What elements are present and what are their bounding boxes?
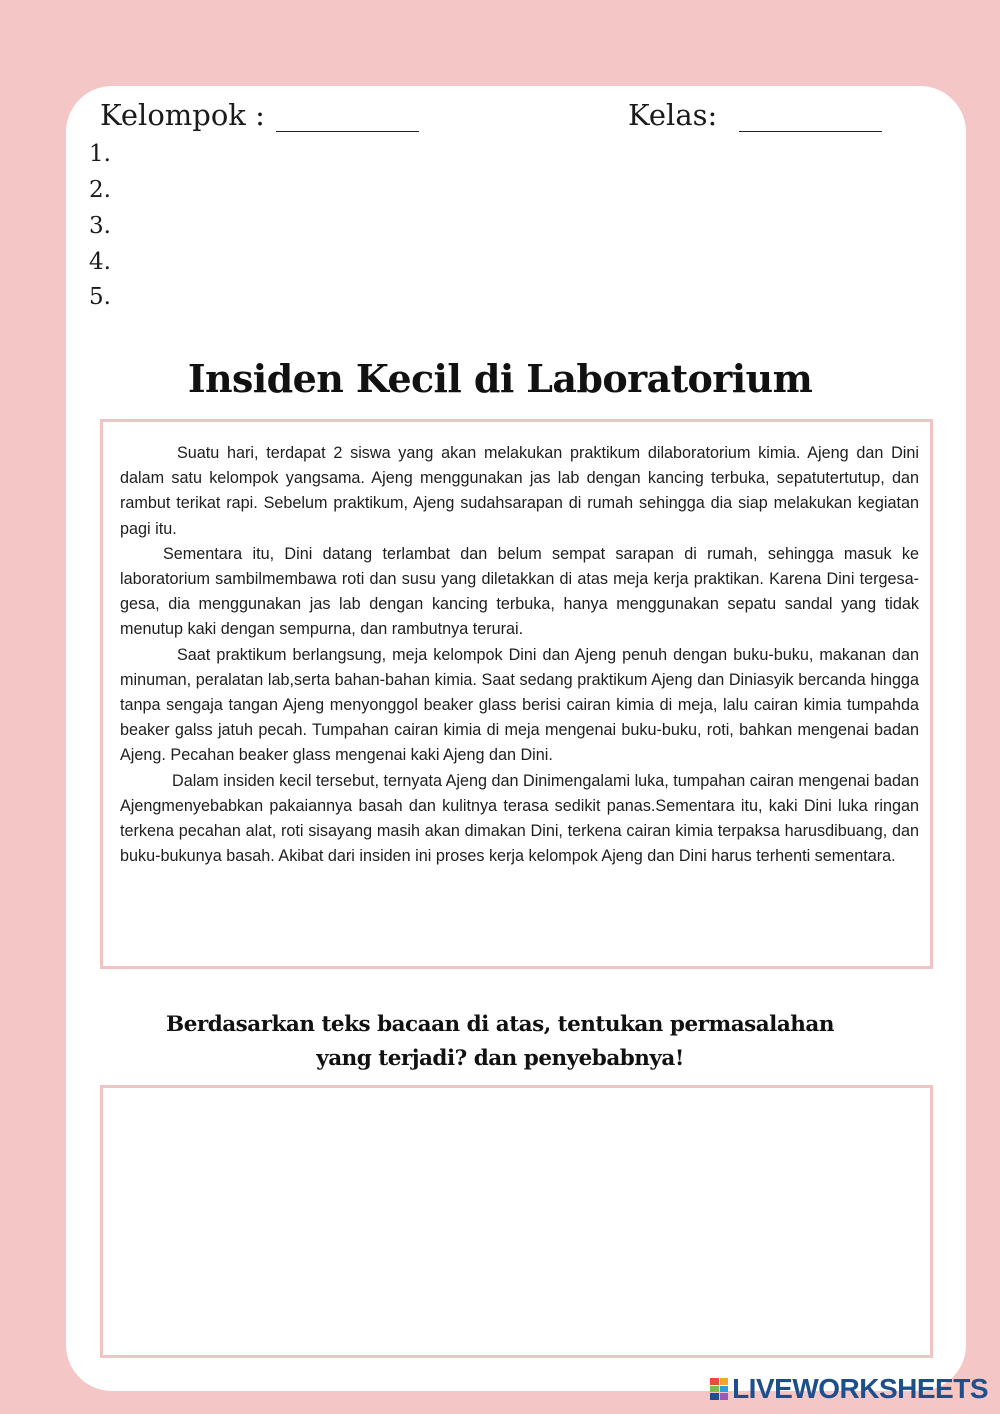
- member-number-3: 3.: [89, 213, 111, 239]
- story-text: [120, 441, 919, 869]
- story-paragraph: Sementara itu, Dini datang terlambat dan belum sempat sarapan di rumah, sehingga masuk ke laboratorium sambilmembawa roti dan susu yang diletakkan di atas meja kerja praktikan. Karena Dini tergesa-gesa, dia menggunakan jas lab dengan kancing terbuka, hanya menggunakan sepatu sandal yang tidak menutup kaki dengan sempurna, dan rambutnya terurai.: [120, 544, 919, 639]
- logo-tile: [710, 1393, 719, 1400]
- answer-input-box[interactable]: [100, 1085, 933, 1358]
- logo-tile: [720, 1378, 729, 1385]
- group-label: Kelompok :: [100, 98, 265, 132]
- question-line-2: yang terjadi? dan penyebabnya!: [316, 1046, 684, 1071]
- logo-tile: [710, 1386, 719, 1393]
- brand-name: LIVEWORKSHEETS: [732, 1373, 988, 1404]
- logo-tile: [710, 1378, 719, 1385]
- question-prompt: [150, 1008, 850, 1076]
- member-number-2: 2.: [89, 177, 111, 203]
- liveworksheets-logo-icon: [710, 1378, 728, 1400]
- member-number-1: 1.: [89, 141, 111, 167]
- member-number-5: 5.: [89, 284, 111, 310]
- member-number-4: 4.: [89, 249, 111, 275]
- question-line-1: Berdasarkan teks bacaan di atas, tentukan permasalahan: [166, 1012, 834, 1037]
- logo-tile: [720, 1393, 729, 1400]
- class-name-blank[interactable]: [739, 131, 882, 132]
- class-label: Kelas:: [628, 98, 718, 132]
- group-name-blank[interactable]: [276, 131, 419, 132]
- logo-tile: [720, 1386, 729, 1393]
- story-paragraph: Suatu hari, terdapat 2 siswa yang akan melakukan praktikum dilaboratorium kimia. Ajeng dan Dini dalam satu kelompok yangsama. Ajeng menggunakan jas lab dengan kancing terbuka, sepatutertutup, dan rambut terikat rapi. Sebelum praktikum, Ajeng sudahsarapan di rumah sehingga dia siap melakukan kegiatan pagi itu.: [120, 444, 919, 538]
- story-paragraph: Dalam insiden kecil tersebut, ternyata Ajeng dan Dinimengalami luka, tumpahan cairan mengenai badan Ajengmenyebabkan pakaiannya basah dan kulitnya terasa sedikit panas.Sementara itu, kaki Dini luka ringan terkena pecahan alat, roti sisayang masih akan dimakan Dini, terkena cairan kimia terpaksa harusdibuang, dan buku-bukunya basah. Akibat dari insiden ini proses kerja kelompok Ajeng dan Dini harus terhenti sementara.: [120, 771, 919, 866]
- story-paragraph: Saat praktikum berlangsung, meja kelompok Dini dan Ajeng penuh dengan buku-buku, makanan dan minuman, peralatan lab,serta bahan-bahan kimia. Saat sedang praktikum Ajeng dan Diniasyik bercanda hingga tanpa sengaja tangan Ajeng menyonggol beaker glass berisi cairan kimia di meja, lalu cairan kimia tumpahda beaker galss jatuh pecah. Tumpahan cairan kimia di meja mengenai buku-buku, roti, bahkan mengenai badan Ajeng. Pecahan beaker glass mengenai kaki Ajeng dan Dini.: [120, 645, 919, 765]
- worksheet-title: Insiden Kecil di Laboratorium: [187, 356, 813, 401]
- liveworksheets-brand: [710, 1373, 988, 1405]
